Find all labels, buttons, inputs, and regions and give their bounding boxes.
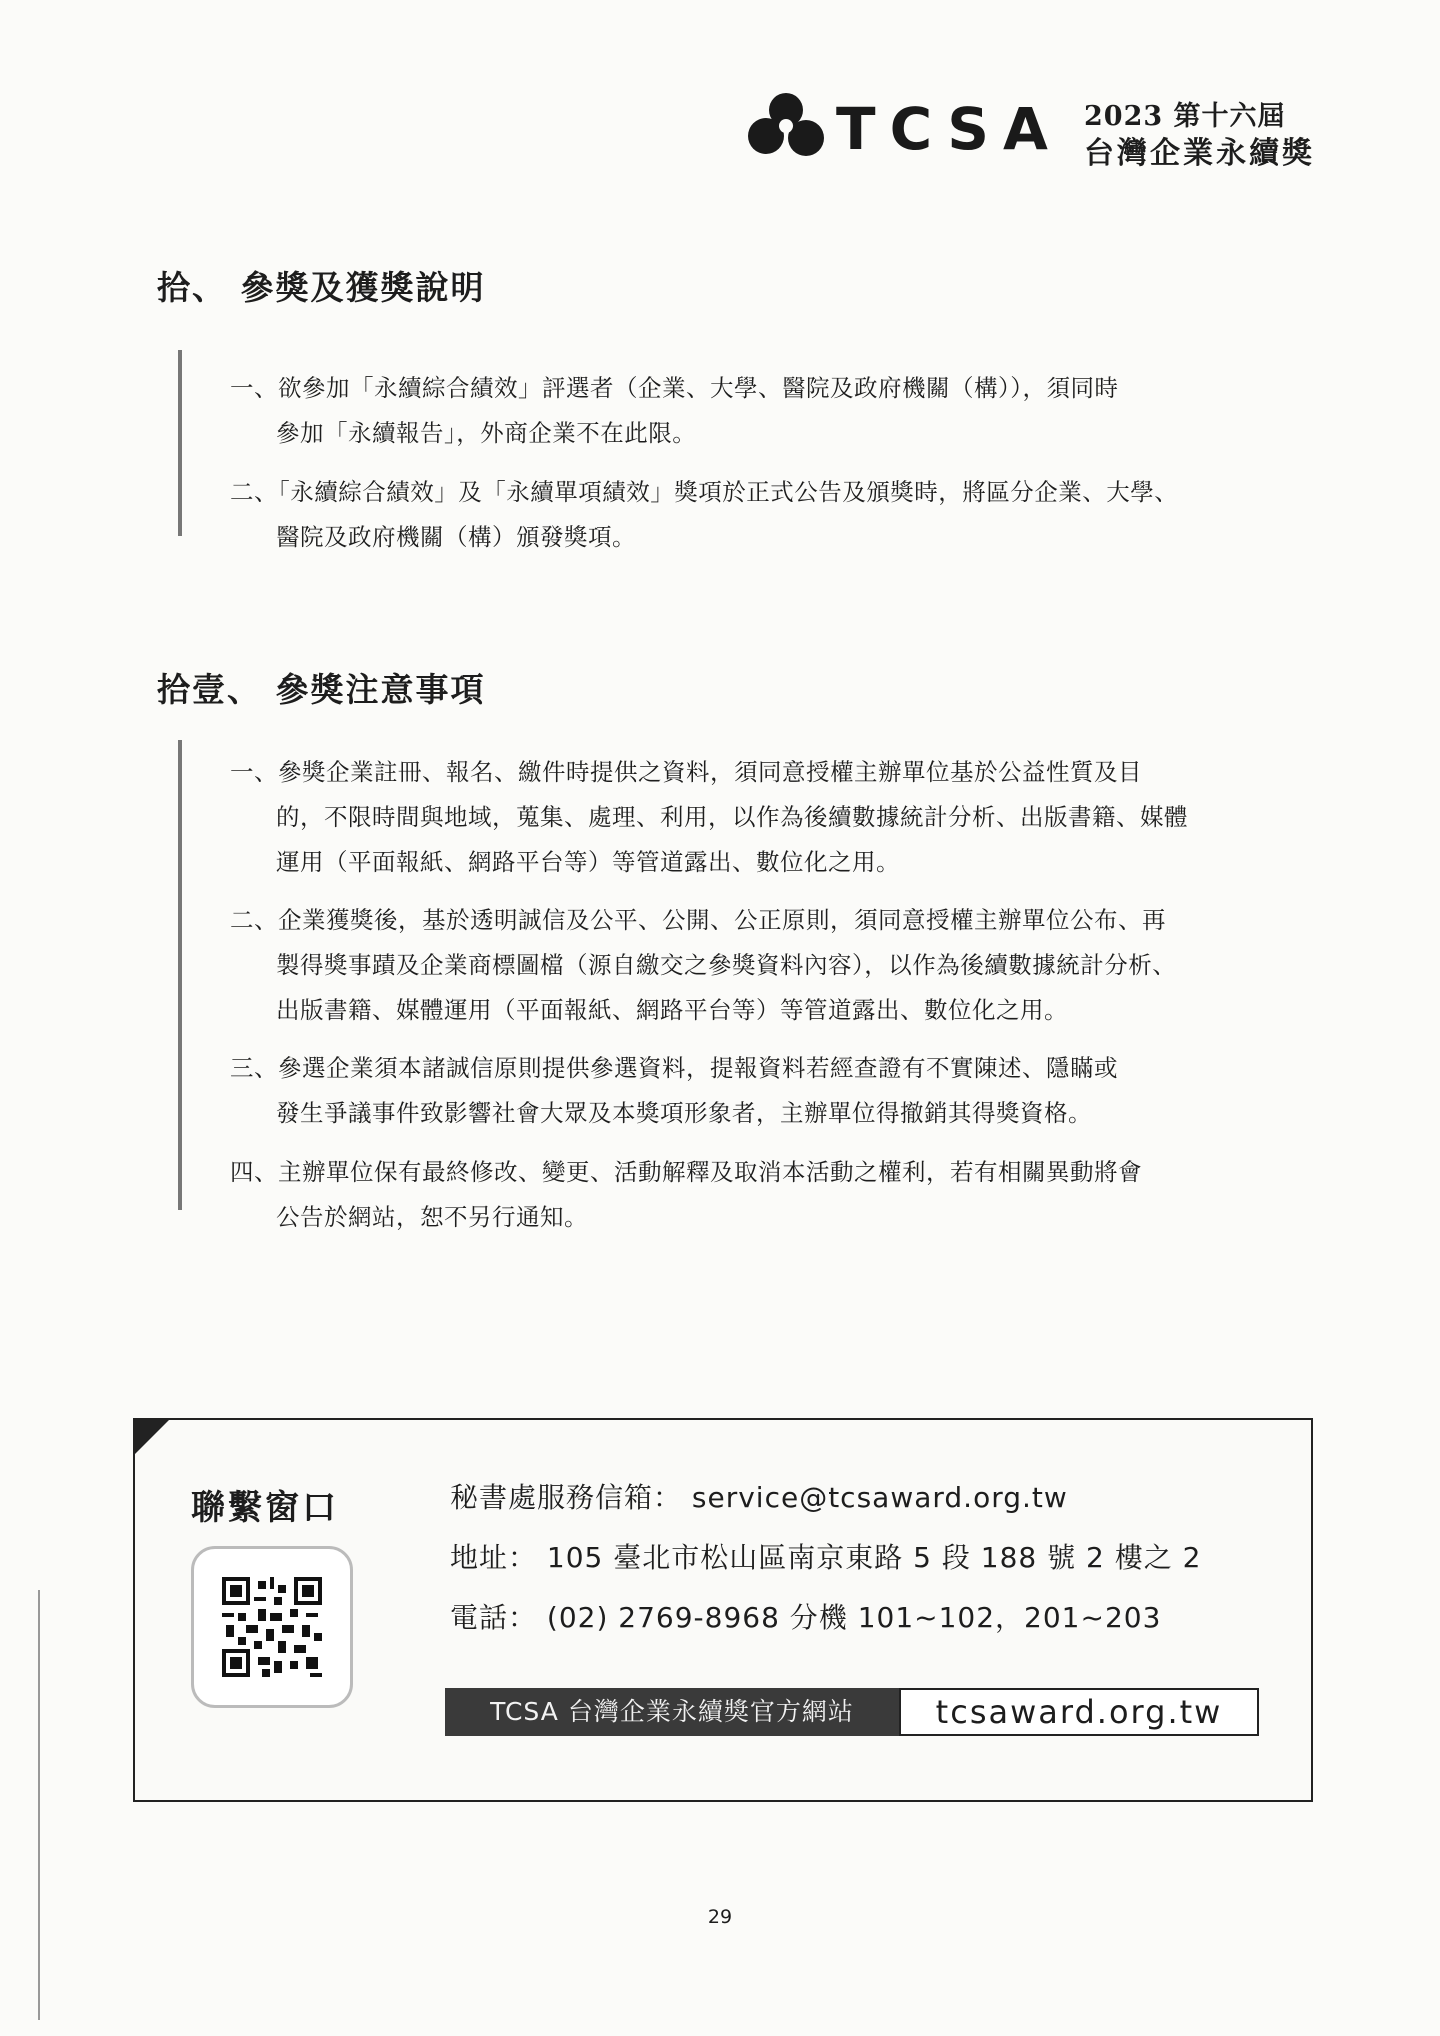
item-continuation: 醫院及政府機關（構）頒發獎項。: [276, 523, 636, 551]
list-item: [230, 470, 1190, 560]
tcsa-logo-mark-icon: [746, 90, 832, 162]
contact-email[interactable]: 秘書處服務信箱： service@tcsaward.org.tw: [450, 1481, 1068, 1514]
logo-year-edition: 2023 第十六屆: [1084, 101, 1286, 132]
page-number: 29: [707, 1906, 733, 1928]
item-continuation: 公告於網站，恕不另行通知。: [276, 1203, 588, 1231]
contact-title: 聯繫窗口: [191, 1488, 339, 1528]
logo-award-name: 台灣企業永續獎: [1084, 136, 1315, 171]
item-continuation: 製得獎事蹟及企業商標圖檔（源自繳交之參獎資料內容），以作為後續數據統計分析、出版書籍、媒體運用（平面報紙、網路平台等）等管道露出、數位化之用。: [276, 951, 1177, 1024]
contact-phone: 電話： (02) 2769-8968 分機 101~102，201~203: [450, 1601, 1162, 1634]
list-item: [230, 1046, 1190, 1136]
list-item: [230, 898, 1190, 1033]
item-lead: 三、參選企業須本諸誠信原則提供參選資料，提報資料若經查證有不實陳述、隱瞞或: [230, 1054, 1118, 1082]
list-item: [230, 1150, 1190, 1240]
section-title: 拾壹、 參獎注意事項: [157, 670, 486, 709]
contact-box: [133, 1418, 1313, 1802]
logo-text: TCSA: [836, 95, 1062, 163]
list-item: [230, 366, 1190, 456]
section-title: 拾、 參獎及獲獎說明: [157, 268, 486, 307]
item-continuation: 發生爭議事件致影響社會大眾及本獎項形象者，主辦單位得撤銷其得獎資格。: [276, 1099, 1092, 1127]
item-lead: 二、「永續綜合績效」及「永續單項績效」獎項於正式公告及頒獎時，將區分企業、大學、: [230, 478, 1179, 506]
scan-artifact-line: [38, 1590, 40, 2020]
qr-code-icon[interactable]: [222, 1577, 322, 1677]
website-link[interactable]: tcsaward.org.tw: [899, 1688, 1259, 1736]
list-item: [230, 750, 1190, 885]
tcsa-logo: [746, 90, 1346, 170]
item-continuation: 的，不限時間與地域，蒐集、處理、利用，以作為後續數據統計分析、出版書籍、媒體運用（平面報紙、網路平台等）等管道露出、數位化之用。: [276, 803, 1188, 876]
qr-code-frame: [191, 1546, 353, 1708]
contact-address: 地址： 105 臺北市松山區南京東路 5 段 188 號 2 樓之 2: [450, 1541, 1202, 1574]
corner-triangle-icon: [133, 1418, 171, 1456]
item-lead: 二、企業獲獎後，基於透明誠信及公平、公開、公正原則，須同意授權主辦單位公布、再: [230, 906, 1166, 934]
section-divider: [178, 740, 182, 1210]
item-continuation: 參加「永續報告」，外商企業不在此限。: [276, 419, 697, 447]
item-lead: 一、欲參加「永續綜合績效」評選者（企業、大學、醫院及政府機關（構）），須同時: [230, 374, 1119, 402]
item-lead: 四、主辦單位保有最終修改、變更、活動解釋及取消本活動之權利，若有相關異動將會: [230, 1158, 1142, 1186]
website-label: TCSA 台灣企業永續獎官方網站: [445, 1688, 899, 1736]
item-lead: 一、參獎企業註冊、報名、繳件時提供之資料，須同意授權主辦單位基於公益性質及目: [230, 758, 1142, 786]
section-divider: [178, 350, 182, 536]
